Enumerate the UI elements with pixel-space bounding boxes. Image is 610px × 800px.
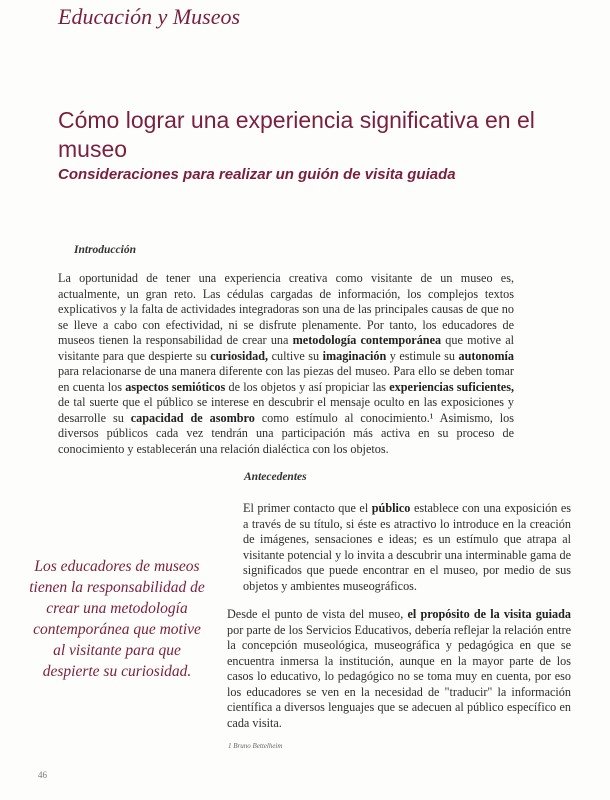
intro-bold-text: experiencias suficientes,	[389, 379, 514, 394]
intro-bold-text: imaginación	[322, 348, 387, 363]
intro-text: que motive al visitante para que despierte su	[58, 333, 514, 363]
antecedentes-heading: Antecedentes	[244, 471, 307, 483]
intro-bold-text: metodología contemporánea	[292, 333, 442, 347]
intro-text: cultive su	[268, 348, 323, 363]
intro-text: y estimule su	[386, 348, 459, 363]
antecedentes-paragraph-1	[243, 501, 571, 594]
intro-bold-text: capacidad de asombro	[130, 410, 255, 425]
intro-paragraph	[58, 271, 514, 457]
article-title: Cómo lograr una experiencia significativa en el museo	[58, 107, 535, 162]
antecedentes-text: Desde el punto de vista del museo,	[227, 607, 408, 621]
intro-bold-text: curiosidad,	[210, 348, 269, 363]
antecedentes-bold-text: público	[371, 501, 411, 515]
intro-heading: Introducción	[74, 244, 136, 256]
intro-bold-text: aspectos semióticos	[125, 379, 226, 394]
intro-text: de tal suerte que el público se interese en descubrir el mensaje oculto en las exposiciones y desarrolle su	[58, 395, 514, 425]
intro-text: para relacionarse de una manera diferente con las piezas del museo. Para ello se deben tomar en cuenta los	[58, 364, 514, 394]
footnote: 1 Bruno Bettelheim	[228, 742, 283, 750]
antecedentes-text: por parte de los Servicios Educativos, debería reflejar la relación entre la concepción museológica, museográfica y pedagógica en que se encuentra inmersa la institución, aunque en la mayor parte de los casos lo educativo, lo pedagógico no se toma muy en cuenta, por eso los educadores se ven en la necesidad de "traducir" la información científica a diversos lenguajes que se adecuen al público específico en cada visita.	[227, 622, 571, 730]
antecedentes-paragraph-2	[227, 607, 571, 731]
intro-text: de los objetos y así propiciar las	[225, 379, 390, 394]
article-subtitle: Consideraciones para realizar un guión de visita guiada	[58, 166, 456, 183]
antecedentes-text: El primer contacto que el	[243, 501, 372, 515]
intro-bold-text: autonomía	[458, 348, 514, 363]
intro-text: La oportunidad de tener una experiencia creativa como visitante de un museo es, actualmente, un gran reto. Las cédulas cargadas de información, los complejos textos explicativos y la falta de actividades integradoras son una de las principales causas de que no se lleve a cabo con efectividad, ni se disfrute plenamente. Por tanto, los educadores de museos tienen la responsabilidad de crear una	[58, 271, 514, 347]
antecedentes-bold-text: el propósito de la visita guiada	[407, 607, 571, 621]
section-title: Educación y Museos	[58, 4, 241, 29]
pull-quote: Los educadores de museos tienen la responsabilidad de crear una metodología contemporánea que motive al visitante para que despierte su curiosidad.	[29, 558, 205, 680]
intro-text: como estímulo al conocimiento.¹ Asimismo, los diversos públicos cada vez tendrán una participación más activa en su proceso de conocimiento y establecerán una relación dialéctica con los objetos.	[58, 410, 514, 456]
page-number: 46	[38, 770, 47, 780]
antecedentes-text: establece con una exposición es a través de su título, si éste es atractivo lo introduce en la creación de imágenes, sensaciones e ideas; es un estímulo que atrapa al visitante potencial y lo invita a descubrir una interminable gama de significados que puede encontrar en el museo, por medio de sus objetos y ambientes museográficos.	[243, 501, 571, 593]
